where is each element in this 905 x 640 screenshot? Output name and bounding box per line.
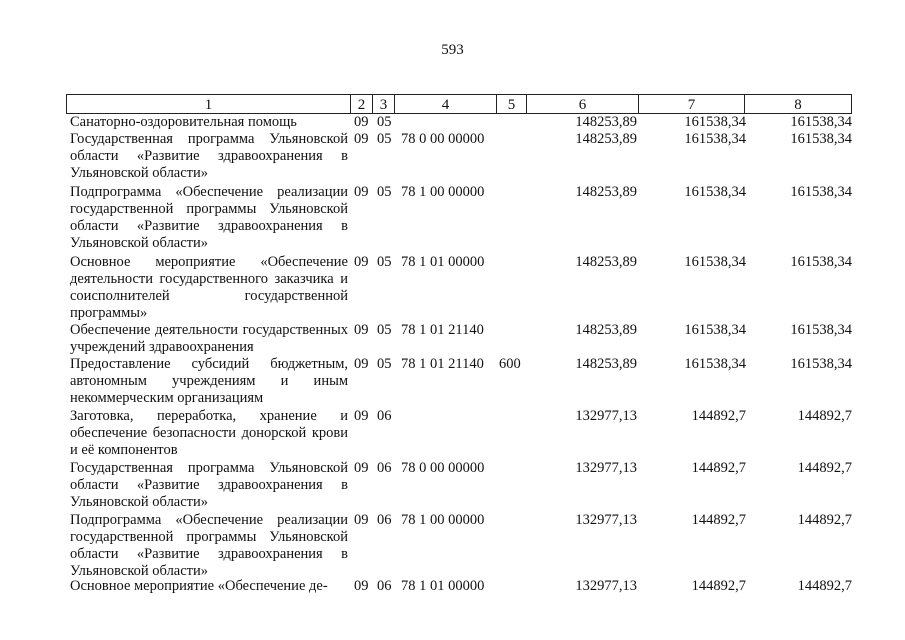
row-section: 09 (354, 460, 369, 476)
row-amount-3: 144892,7 (797, 460, 852, 476)
row-target-code: 78 1 01 00000 (401, 578, 485, 594)
row-name: Предоставление субсидий бюджетным, автономным учреждениям и иным некоммерческим организациям (70, 356, 348, 406)
table-header (66, 94, 852, 114)
row-name: Основное мероприятие «Обеспечение деятельности государственного заказчика и соисполнителей государственной программы» (70, 254, 348, 321)
row-amount-2: 144892,7 (691, 578, 746, 594)
row-amount-2: 161538,34 (684, 114, 746, 130)
row-subsection: 05 (377, 184, 392, 200)
row-section: 09 (354, 322, 369, 338)
row-name: Подпрограмма «Обеспечение реализации государственной программы Ульяновской области «Развитие здравоохранения в Ульяновской области» (70, 184, 348, 251)
row-section: 09 (354, 254, 369, 270)
row-target-code: 78 0 00 00000 (401, 131, 485, 147)
header-col-1: 1 (67, 95, 351, 113)
row-subsection: 05 (377, 114, 392, 130)
row-amount-3: 144892,7 (797, 578, 852, 594)
row-amount-2: 161538,34 (684, 131, 746, 147)
row-amount-1: 148253,89 (575, 356, 637, 372)
row-amount-1: 148253,89 (575, 184, 637, 200)
page-number: 593 (441, 42, 464, 58)
row-target-code: 78 1 01 00000 (401, 254, 485, 270)
row-name: Государственная программа Ульяновской области «Развитие здравоохранения в Ульяновской области» (70, 131, 348, 181)
row-amount-3: 144892,7 (797, 408, 852, 424)
row-target-code: 78 1 00 00000 (401, 184, 485, 200)
row-amount-1: 148253,89 (575, 114, 637, 130)
row-amount-3: 161538,34 (790, 322, 852, 338)
row-name: Обеспечение деятельности государственных учреждений здравоохранения (70, 322, 348, 355)
row-section: 09 (354, 114, 369, 130)
header-col-4: 4 (395, 95, 497, 113)
row-name: Подпрограмма «Обеспечение реализации государственной программы Ульяновской области «Развитие здравоохранения в Ульяновской области» (70, 512, 348, 579)
row-target-code: 78 0 00 00000 (401, 460, 485, 476)
row-section: 09 (354, 408, 369, 424)
row-subsection: 05 (377, 356, 392, 372)
row-amount-1: 132977,13 (575, 408, 637, 424)
row-amount-2: 161538,34 (684, 254, 746, 270)
row-subsection: 06 (377, 578, 392, 594)
row-amount-1: 132977,13 (575, 578, 637, 594)
row-amount-2: 144892,7 (691, 460, 746, 476)
row-amount-2: 161538,34 (684, 184, 746, 200)
header-col-3: 3 (373, 95, 395, 113)
header-col-6: 6 (527, 95, 639, 113)
row-section: 09 (354, 512, 369, 528)
row-name: Государственная программа Ульяновской области «Развитие здравоохранения в Ульяновской области» (70, 460, 348, 510)
row-amount-1: 148253,89 (575, 131, 637, 147)
row-target-code: 78 1 01 21140 (401, 322, 484, 338)
row-name: Основное мероприятие «Обеспечение де- (70, 578, 328, 594)
row-amount-2: 161538,34 (684, 322, 746, 338)
row-name: Заготовка, переработка, хранение и обеспечение безопасности донорской крови и её компонентов (70, 408, 348, 458)
row-subsection: 06 (377, 512, 392, 528)
header-col-2: 2 (351, 95, 373, 113)
row-name: Санаторно-оздоровительная помощь (70, 114, 297, 130)
row-subsection: 06 (377, 460, 392, 476)
row-amount-1: 148253,89 (575, 322, 637, 338)
row-section: 09 (354, 131, 369, 147)
row-amount-1: 148253,89 (575, 254, 637, 270)
header-col-8: 8 (794, 97, 802, 113)
row-subsection: 05 (377, 254, 392, 270)
row-subsection: 05 (377, 322, 392, 338)
row-subsection: 06 (377, 408, 392, 424)
row-amount-3: 161538,34 (790, 131, 852, 147)
row-amount-2: 144892,7 (691, 408, 746, 424)
row-amount-2: 161538,34 (684, 356, 746, 372)
row-amount-3: 144892,7 (797, 512, 852, 528)
row-target-code: 78 1 01 21140 (401, 356, 484, 372)
row-amount-3: 161538,34 (790, 254, 852, 270)
header-col-5: 5 (497, 95, 527, 113)
row-section: 09 (354, 356, 369, 372)
row-section: 09 (354, 184, 369, 200)
row-amount-1: 132977,13 (575, 512, 637, 528)
row-section: 09 (354, 578, 369, 594)
row-amount-2: 144892,7 (691, 512, 746, 528)
row-subsection: 05 (377, 131, 392, 147)
row-amount-3: 161538,34 (790, 114, 852, 130)
row-amount-3: 161538,34 (790, 184, 852, 200)
header-col-7: 7 (639, 95, 745, 113)
row-amount-1: 132977,13 (575, 460, 637, 476)
row-amount-3: 161538,34 (790, 356, 852, 372)
row-target-code: 78 1 00 00000 (401, 512, 485, 528)
row-expense-type: 600 (499, 356, 521, 372)
